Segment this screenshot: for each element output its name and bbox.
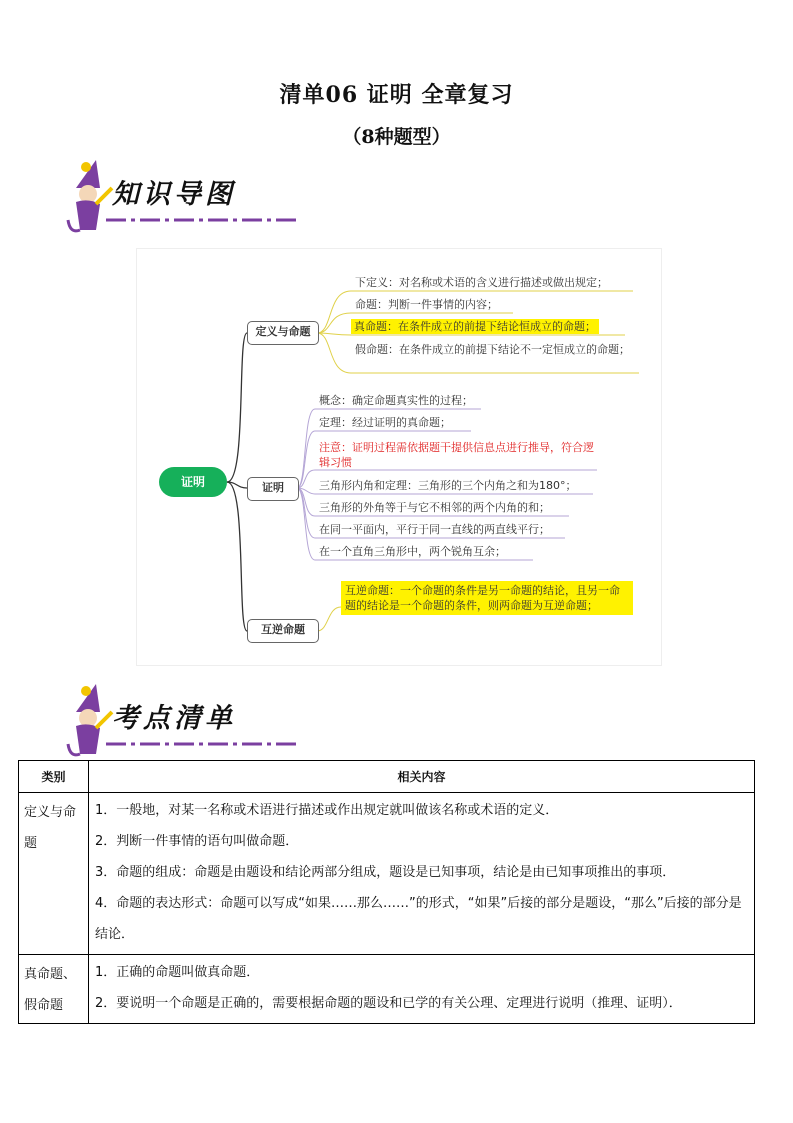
knowledge-table <box>18 760 755 1024</box>
banner-underline <box>106 216 296 224</box>
branch-converse-proposition: 互逆命题 <box>247 619 319 643</box>
wizard-mascot-icon <box>66 158 118 238</box>
banner-underline <box>106 740 296 748</box>
branch2-item-1: 概念：确定命题真实性的过程； <box>319 394 473 407</box>
content-line: 2．要说明一个命题是正确的，需要根据命题的题设和已学的有关公理、定理进行说明（推理、证明）． <box>95 996 682 1011</box>
row-content <box>89 955 755 1024</box>
content-line: 3．命题的组成：命题是由题设和结论两部分组成，题设是已知事项，结论是由已知事项推出的事项． <box>95 865 676 880</box>
branch1-item-1: 下定义：对名称或术语的含义进行描述或做出规定； <box>355 276 608 289</box>
page-subtitle: （8种题型） <box>342 126 451 148</box>
branch2-item-4: 三角形内角和定理：三角形的三个内角之和为180°； <box>319 479 577 492</box>
branch2-item-7: 在一个直角三角形中，两个锐角互余； <box>319 545 506 558</box>
page-title: 清单06 证明 全章复习 <box>279 82 514 108</box>
table-row <box>19 793 755 955</box>
table-row <box>19 955 755 1024</box>
row-category: 真命题、假命题 <box>19 955 89 1024</box>
mind-map-root: 证明 <box>159 467 227 497</box>
branch3-item-1: 互逆命题：一个命题的条件是另一命题的结论，且另一命题的结论是一个命题的条件，则两命题为互逆命题； <box>341 581 633 615</box>
header-category: 类别 <box>19 761 89 793</box>
checklist-banner <box>66 682 266 762</box>
branch2-note: 注意：证明过程需依据题干提供信息点进行推导，符合逻辑习惯 <box>319 441 594 469</box>
mind-map-banner <box>66 158 266 238</box>
content-line: 1．一般地，对某一名称或术语进行描述或作出规定就叫做该名称或术语的定义． <box>95 803 559 818</box>
content-line: 1．正确的命题叫做真命题． <box>95 965 260 980</box>
row-category: 定义与命题 <box>19 793 89 955</box>
mind-map <box>136 248 662 666</box>
branch2-item-5: 三角形的外角等于与它不相邻的两个内角的和； <box>319 501 550 514</box>
branch1-item-3: 真命题：在条件成立的前提下结论恒成立的命题； <box>351 319 599 334</box>
wizard-mascot-icon <box>66 682 118 762</box>
branch-definition-proposition: 定义与命题 <box>247 321 319 345</box>
table-header-row <box>19 761 755 793</box>
header-content: 相关内容 <box>89 761 755 793</box>
content-line: 4．命题的表达形式：命题可以写成“如果……那么……”的形式，“如果”后接的部分是题设，“那么”后接的部分是结论． <box>95 896 742 942</box>
branch2-item-2: 定理：经过证明的真命题； <box>319 416 451 429</box>
branch2-item-6: 在同一平面内，平行于同一直线的两直线平行； <box>319 523 550 536</box>
branch1-item-4: 假命题：在条件成立的前提下结论不一定恒成立的命题； <box>355 343 630 356</box>
row-content <box>89 793 755 955</box>
content-line: 2．判断一件事情的语句叫做命题． <box>95 834 299 849</box>
branch1-item-2: 命题：判断一件事情的内容； <box>355 298 498 311</box>
checklist-heading: 考点清单 <box>112 703 236 734</box>
branch-proof: 证明 <box>247 477 299 501</box>
mind-map-heading: 知识导图 <box>112 179 236 210</box>
